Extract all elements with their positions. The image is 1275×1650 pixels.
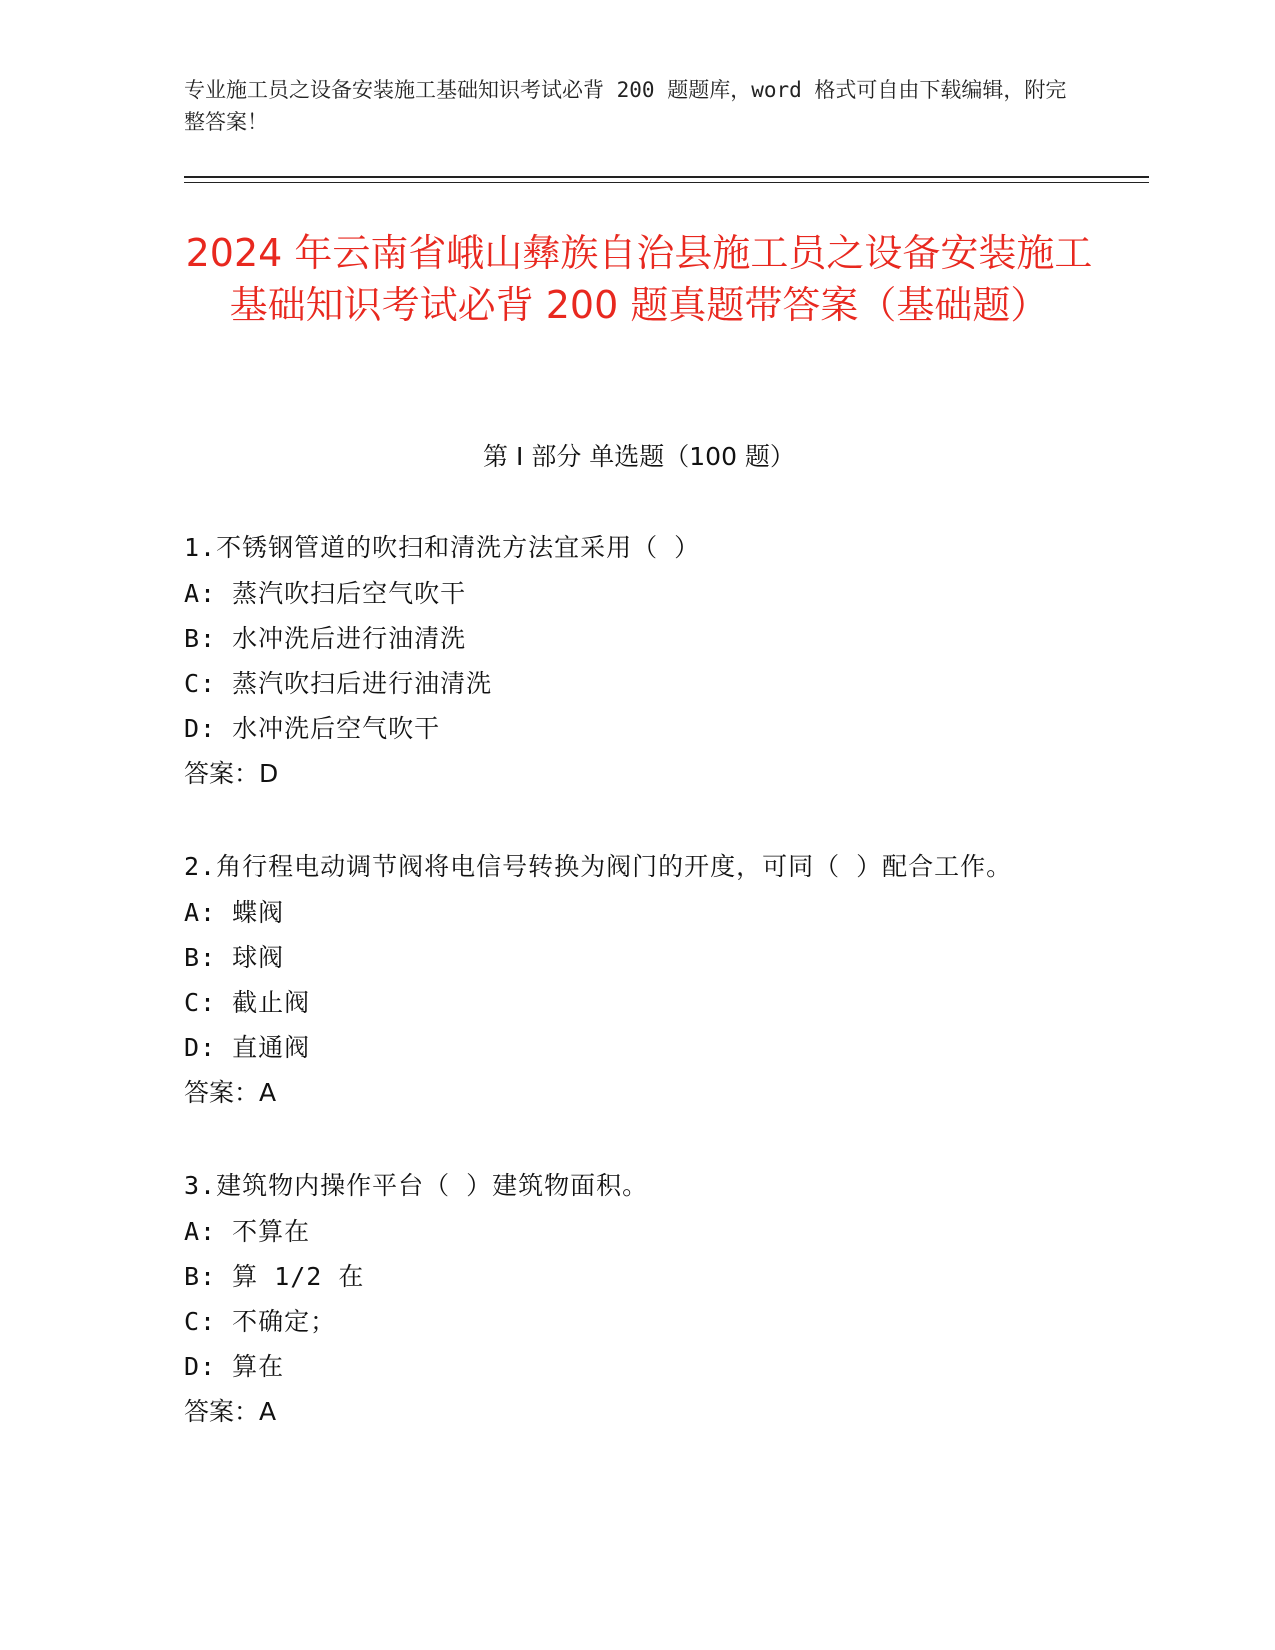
header-divider-thick: [184, 176, 1149, 178]
option-b: B: 算 1/2 在: [184, 1262, 365, 1291]
question-3: [184, 1163, 1084, 1434]
option-c: C: 不确定；: [184, 1307, 337, 1336]
header-divider-thin: [184, 182, 1149, 183]
question-1: [184, 525, 1084, 796]
question-stem: 2.角行程电动调节阀将电信号转换为阀门的开度，可同（ ）配合工作。: [184, 852, 1013, 881]
answer-line: 答案：D: [184, 759, 279, 788]
option-d: D: 直通阀: [184, 1033, 311, 1062]
question-2: [184, 844, 1084, 1115]
section-heading: 第 I 部分 单选题（100 题）: [483, 442, 795, 471]
question-stem: 1.不锈钢管道的吹扫和清洗方法宜采用（ ）: [184, 533, 701, 562]
option-c: C: 蒸汽吹扫后进行油清洗: [184, 669, 493, 698]
answer-line: 答案：A: [184, 1397, 277, 1426]
option-a: A: 不算在: [184, 1217, 311, 1246]
question-list: [184, 525, 1084, 1482]
option-d: D: 水冲洗后空气吹干: [184, 714, 441, 743]
option-a: A: 蝶阀: [184, 898, 285, 927]
option-b: B: 球阀: [184, 943, 285, 972]
option-b: B: 水冲洗后进行油清洗: [184, 624, 467, 653]
answer-line: 答案：A: [184, 1078, 277, 1107]
option-c: C: 截止阀: [184, 988, 311, 1017]
document-title: 2024 年云南省峨山彝族自治县施工员之设备安装施工基础知识考试必背 200 题真题带答案（基础题）: [185, 231, 1093, 327]
header-note: 专业施工员之设备安装施工基础知识考试必背 200 题题库，word 格式可自由下载编辑，附完整答案！: [184, 78, 1067, 134]
option-d: D: 算在: [184, 1352, 285, 1381]
option-a: A: 蒸汽吹扫后空气吹干: [184, 579, 467, 608]
question-stem: 3.建筑物内操作平台（ ）建筑物面积。: [184, 1171, 649, 1200]
